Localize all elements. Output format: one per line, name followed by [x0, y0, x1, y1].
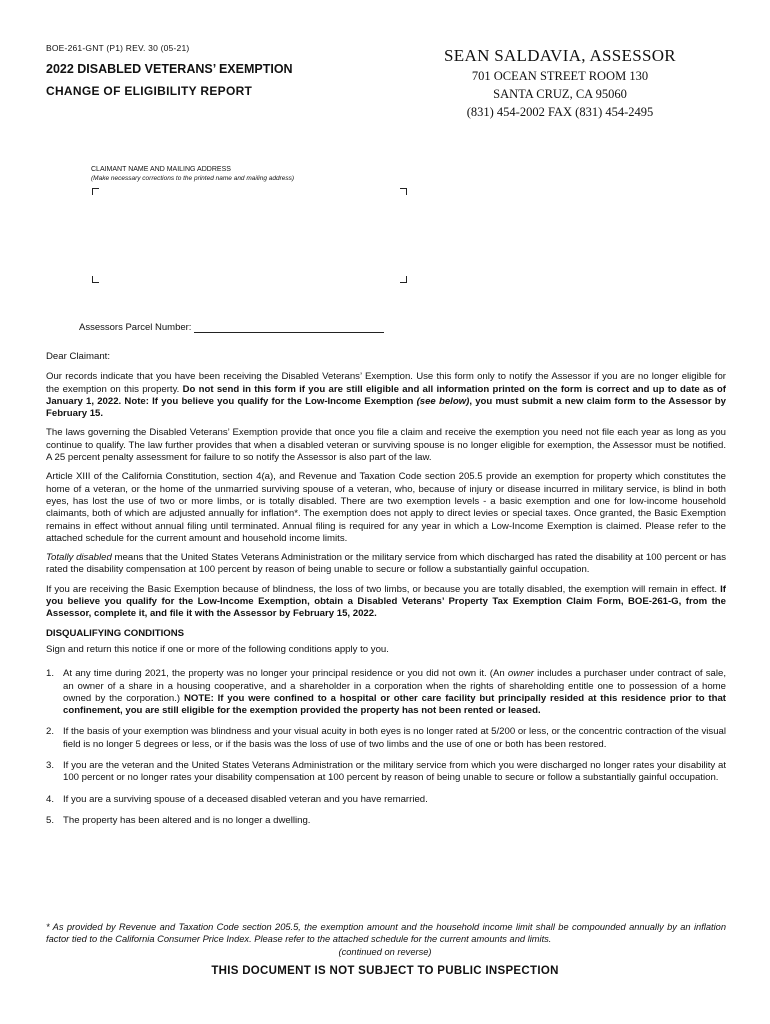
- assessor-address-2: SANTA CRUZ, CA 95060: [493, 87, 627, 101]
- assessor-name: SEAN SALDAVIA, ASSESSOR: [444, 46, 676, 65]
- conditions-list: [46, 668, 726, 827]
- footnote: * As provided by Revenue and Taxation Code section 205.5, the exemption amount and the household income limit shall be compounded annually by an inflation factor tied to the California Consumer Price Index. Please refer to the attached schedule for the current amounts and limits.: [46, 922, 726, 944]
- assessor-phone: (831) 454-2002 FAX (831) 454-2495: [466, 105, 654, 119]
- parcel-number-row: [79, 322, 384, 333]
- continued-note: (continued on reverse): [338, 947, 432, 957]
- letter-body: [46, 351, 726, 836]
- condition-item: 1. At any time during 2021, the property was no longer your principal residence or you did not own it. (An owner includes a purchaser under contract of sale, an owner of a share in a housing cooperative, and a shareholder in a corporation when the rights of shareholding entitle one to possession of a home owned by the corporation.) NOTE: If you were confined to a hospital or other care facility but principally resided at this residence prior to that confinement, you are still eligible for the exemption provided the property has not been rented or leased.: [46, 668, 726, 717]
- condition-item: 4. If you are a surviving spouse of a deceased disabled veteran and you have remarried.: [46, 793, 428, 805]
- paragraph-2: The laws governing the Disabled Veterans’ Exemption provide that once you file a claim and receive the exemption you need not file each year as long as you continue to qualify. The law further provides that when a disabled veteran or surviving spouse is no longer eligible for exemption, the Assessor must be notified. A 25 percent penalty assessment for failure to so notify the Assessor is also part of the law.: [46, 427, 726, 464]
- form-number: BOE-261-GNT (P1) REV. 30 (05-21): [46, 43, 190, 53]
- form-title: 2022 DISABLED VETERANS’ EXEMPTION: [46, 62, 293, 76]
- claimant-label: CLAIMANT NAME AND MAILING ADDRESS: [91, 166, 231, 173]
- paragraph-1: Our records indicate that you have been receiving the Disabled Veterans’ Exemption. Use this form only to notify the Assessor if you are no longer eligible for the exemption on this property. Do not send in this form if you are still eligible and all information printed on the form is correct and up to date as of January 1, 2022. Note: If you believe you qualify for the Low-Income Exemption (see below), you must submit a new claim form to the Assessor by February 15.: [46, 371, 726, 420]
- paragraph-5: If you are receiving the Basic Exemption because of blindness, the loss of two limbs, or because you are totally disabled, the exemption will remain in effect. If you believe you qualify for the Low-Income Exemption, obtain a Disabled Veterans’ Property Tax Exemption Claim Form, BOE-261-G, from the Assessor, complete it, and file it with the Assessor by February 15, 2022.: [46, 583, 726, 620]
- condition-item: 3. If you are the veteran and the United States Veterans Administration or the military service from which you were discharged no longer rates your disability at 100 percent or no longer rates your disability compensation at 100 percent by reason of being unable to secure or follow a substantially gainful occupation.: [46, 760, 726, 784]
- parcel-number-label: Assessors Parcel Number:: [79, 322, 192, 333]
- assessor-address-1: 701 OCEAN STREET ROOM 130: [471, 69, 649, 83]
- form-subtitle: CHANGE OF ELIGIBILITY REPORT: [46, 84, 253, 98]
- condition-item: 2. If the basis of your exemption was blindness and your visual acuity in both eyes is no longer rated at 5/200 or less, or the concentric contraction of the visual field is no longer 5 degrees or less, or if the basis was the loss of use of two limbs and the use of one or both has been restored.: [46, 726, 726, 750]
- parcel-number-field[interactable]: [194, 322, 384, 333]
- address-window-corner-tl: [92, 188, 99, 195]
- paragraph-3: Article XIII of the California Constitution, section 4(a), and Revenue and Taxation Code section 205.5 provide an exemption for property which constitutes the home of a veteran, or the home of the unmarried surviving spouse of a veteran, who, because of injury or disease incurred in military service, is blind in both eyes, has lost the use of two or more limbs, or is totally disabled. There are two exemption levels - a basic exemption and one for low-income household claimants, both of which are adjusted annually for inflation*. The exemption does not apply to direct levies or special taxes. Once granted, the Basic Exemption remains in effect without annual filing until terminated. Annual filing is required for any year in which a Low-Income Exemption is claimed. Please refer to the attached schedule for the current amount and household income limits.: [46, 471, 726, 544]
- assessor-block: [440, 46, 680, 120]
- address-window-corner-tr: [400, 188, 407, 195]
- address-window-corner-br: [400, 276, 407, 283]
- claimant-note: (Make necessary corrections to the printed name and mailing address): [91, 175, 295, 182]
- public-inspection-notice: THIS DOCUMENT IS NOT SUBJECT TO PUBLIC INSPECTION: [211, 965, 559, 977]
- section-header: DISQUALIFYING CONDITIONS: [46, 627, 185, 639]
- address-window-corner-bl: [92, 276, 99, 283]
- section-intro: Sign and return this notice if one or more of the following conditions apply to you.: [46, 643, 389, 655]
- salutation: Dear Claimant:: [46, 351, 110, 362]
- paragraph-4: Totally disabled means that the United States Veterans Administration or the military service from which discharged has rated the disability at 100 percent or has rated the disability compensation at 100 percent by reason of being unable to secure or follow a substantially gainful occupation.: [46, 552, 727, 576]
- condition-item: 5. The property has been altered and is no longer a dwelling.: [46, 814, 311, 826]
